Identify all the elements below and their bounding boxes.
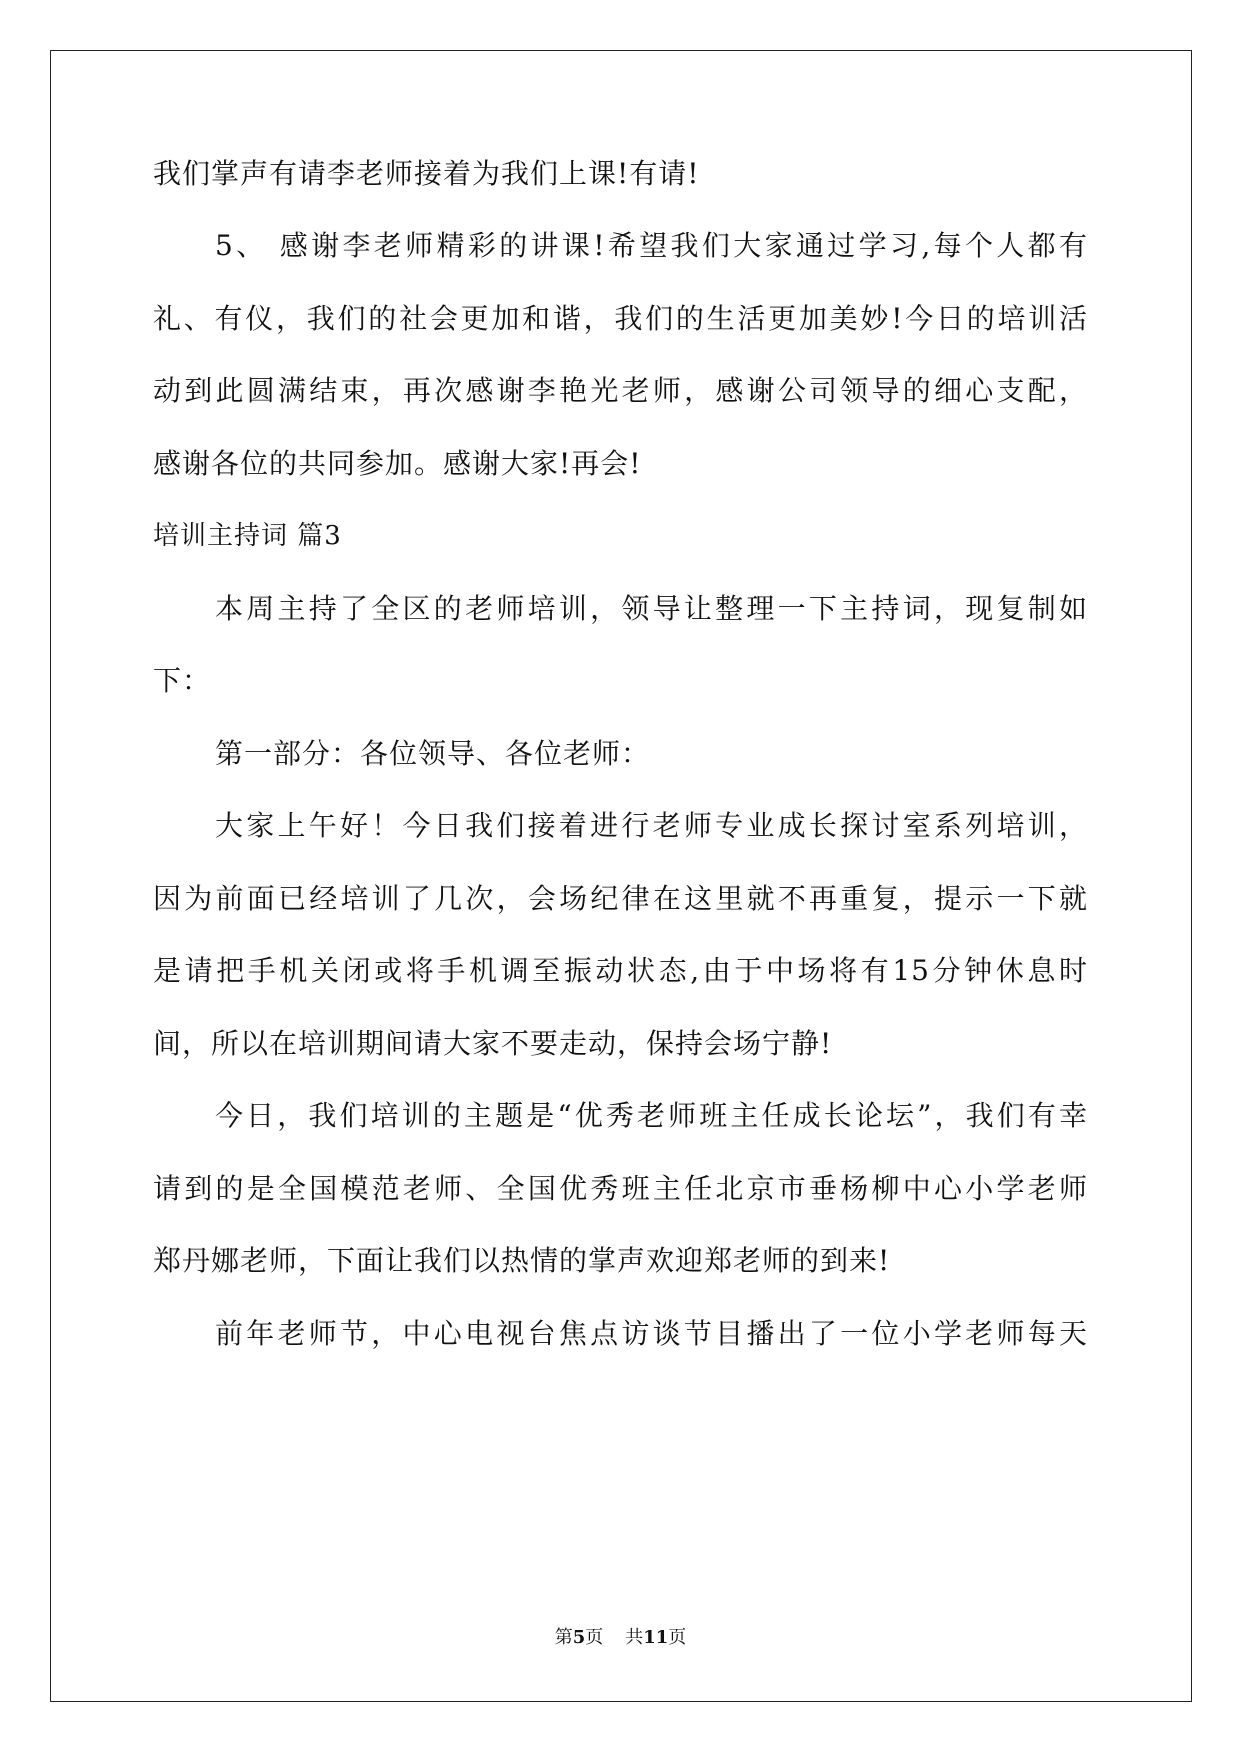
text-line-2: 5、 感谢李老师精彩的讲课!希望我们大家通过学习,每个人都有 (215, 229, 1088, 262)
footer-prefix: 第 (554, 1627, 573, 1648)
footer-page-suffix: 页 (585, 1627, 604, 1648)
footer-page-number: 5 (572, 1627, 586, 1648)
text-line-12: 是请把手机关闭或将手机调至振动状态,由于中场将有15分钟休息时 (153, 954, 1088, 987)
text-line-11: 因为前面已经培训了几次，会场纪律在这里就不再重复，提示一下就 (153, 882, 1088, 915)
text-line-16: 郑丹娜老师，下面让我们以热情的掌声欢迎郑老师的到来! (153, 1244, 891, 1277)
text-line-3: 礼、有仪，我们的社会更加和谐，我们的生活更加美妙!今日的培训活 (153, 302, 1088, 335)
page-border (50, 50, 1192, 1702)
text-line-17: 前年老师节，中心电视台焦点访谈节目播出了一位小学老师每天 (215, 1317, 1088, 1350)
text-line-10: 大家上午好！今日我们接着进行老师专业成长探讨室系列培训， (215, 809, 1088, 842)
text-line-13: 间，所以在培训期间请大家不要走动，保持会场宁静! (153, 1027, 833, 1060)
section-heading: 培训主持词 篇3 (153, 521, 342, 551)
text-line-9: 第一部分：各位领导、各位老师： (215, 737, 651, 770)
text-line-14: 今日，我们培训的主题是“优秀老师班主任成长论坛”，我们有幸 (215, 1099, 1088, 1132)
text-line-7: 本周主持了全区的老师培训，领导让整理一下主持词，现复制如 (215, 592, 1088, 625)
text-line-1: 我们掌声有请李老师接着为我们上课!有请! (153, 157, 700, 190)
footer-total-suffix: 页 (668, 1627, 687, 1648)
footer-total-prefix: 共 (625, 1627, 644, 1648)
text-line-15: 请到的是全国模范老师、全国优秀班主任北京市垂杨柳中心小学老师 (153, 1172, 1088, 1205)
page-footer (0, 1626, 1241, 1650)
footer-total-pages: 11 (643, 1627, 669, 1648)
text-line-8: 下： (153, 664, 212, 697)
text-line-4: 动到此圆满结束，再次感谢李艳光老师，感谢公司领导的细心支配， (153, 374, 1088, 407)
text-line-5: 感谢各位的共同参加。感谢大家!再会! (153, 447, 642, 480)
